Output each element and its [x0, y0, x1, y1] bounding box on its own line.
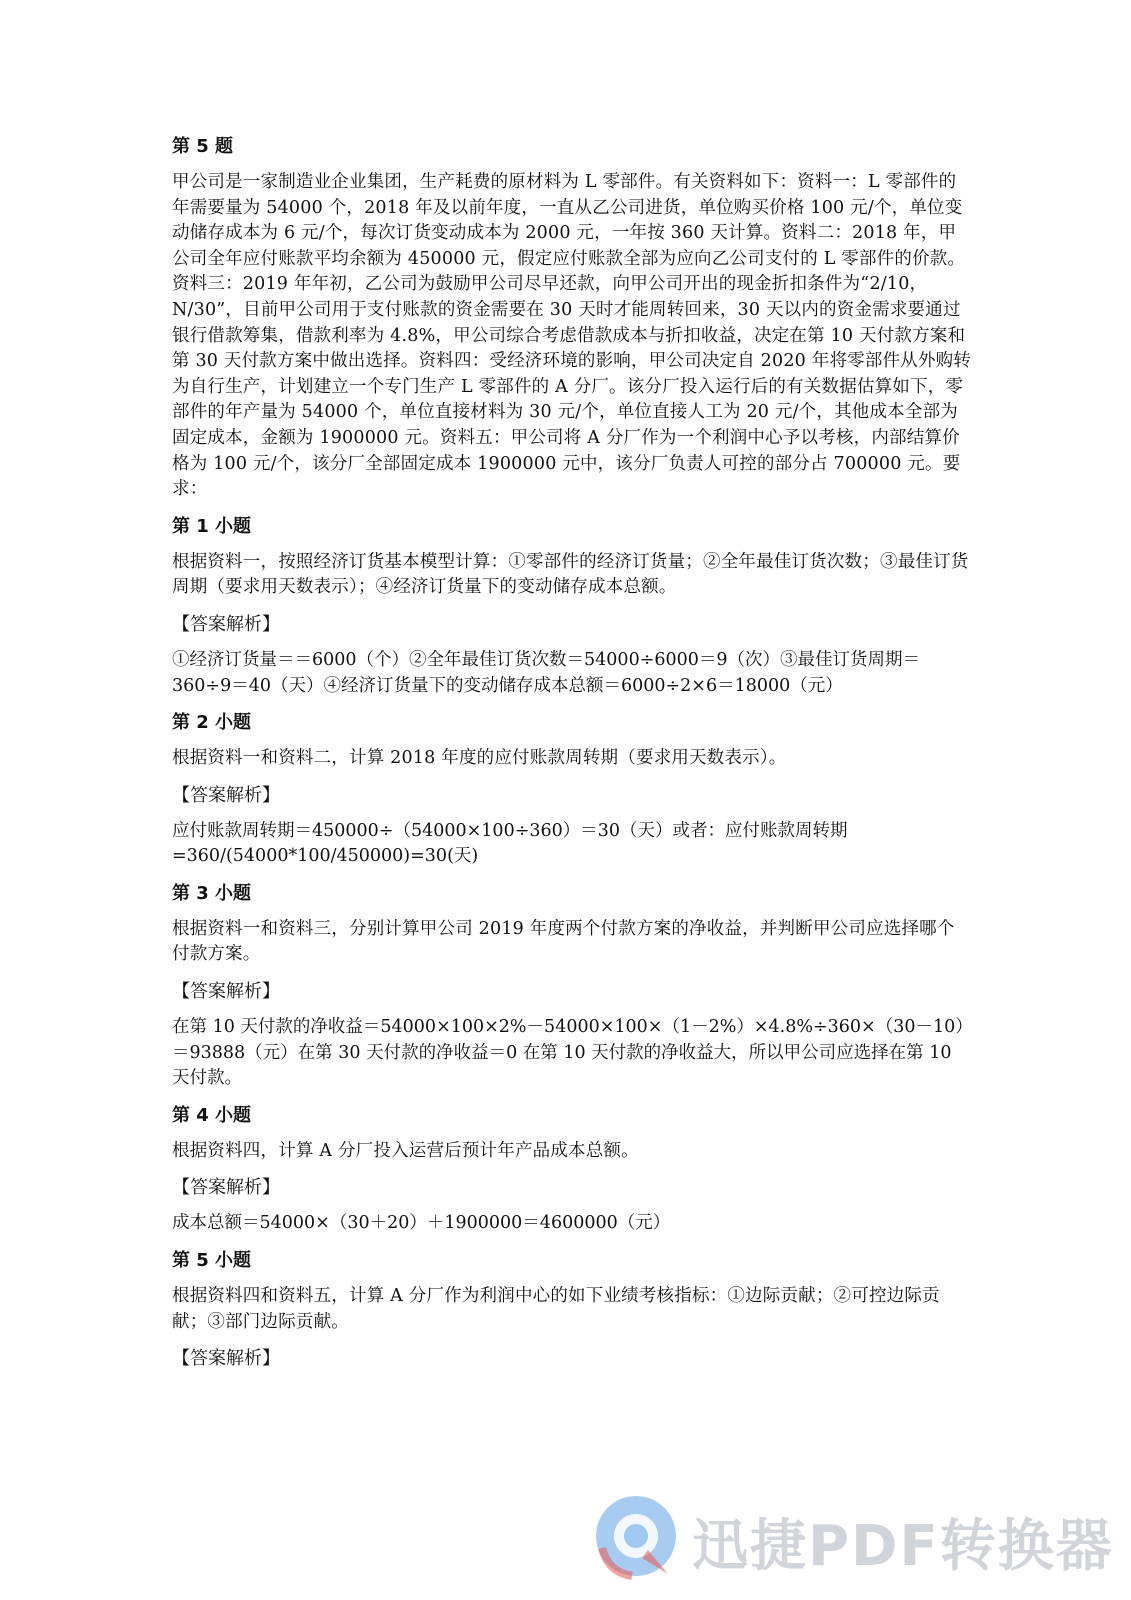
sub-question-title: 第 1 小题 [172, 515, 252, 537]
answer-label: 【答案解析】 [172, 613, 280, 635]
sub-question-title: 第 2 小题 [172, 712, 252, 734]
sub-question-title: 第 3 小题 [172, 882, 252, 904]
answer-text: 在第 10 天付款的净收益＝54000×100×2%－54000×100×（1－2%）×4.8%÷360×（30－10）＝93888（元）在第 30 天付款的净收益＝0 在第 10 天付款的净收益大，所以甲公司应选择在第 10 天付款。 [172, 1017, 964, 1089]
answer-label: 【答案解析】 [172, 1348, 280, 1370]
sub-question-prompt: 根据资料一和资料三，分别计算甲公司 2019 年度两个付款方案的净收益，并判断甲公司应选择哪个付款方案。 [172, 918, 955, 965]
question-title: 第 5 题 [172, 136, 234, 157]
answer-label: 【答案解析】 [172, 981, 280, 1003]
watermark-text: 迅捷PDF转换器 [692, 1514, 1114, 1579]
sub-question-title: 第 5 小题 [172, 1250, 252, 1272]
answer-text: ①经济订货量＝＝6000（个）②全年最佳订货次数＝54000÷6000＝9（次）③最佳订货周期＝360÷9＝40（天）④经济订货量下的变动储存成本总额＝6000÷2×6＝18000（元） [172, 649, 921, 696]
sub-question-prompt: 根据资料四，计算 A 分厂投入运营后预计年产品成本总额。 [172, 1140, 639, 1161]
sub-question-prompt: 根据资料一和资料二，计算 2018 年度的应付账款周转期（要求用天数表示）。 [172, 748, 787, 769]
sub-question-prompt: 根据资料四和资料五，计算 A 分厂作为利润中心的如下业绩考核指标：①边际贡献；②可控边际贡献；③部门边际贡献。 [172, 1286, 940, 1332]
answer-text: 应付账款周转期＝450000÷（54000×100÷360）＝30（天）或者：应付账款周转期 =360/(54000*100/450000)=30(天) [172, 820, 848, 867]
sub-question-title: 第 4 小题 [172, 1104, 252, 1126]
document-page [172, 134, 972, 1382]
question-body: 甲公司是一家制造业企业集团，生产耗费的原材料为 L 零部件。有关资料如下：资料一：L 零部件的年需要量为 54000 个，2018 年及以前年度，一直从乙公司进货，单位购买价格 100 元/个，单位变动储存成本为 6 元/个，每次订货变动成本为 2000 元，一年按 360 天计算。资料二：2018 年，甲公司全年应付账款平均余额为 450000 元，假定应付账款全部为应向乙公司支付的 L 零部件的价款。资料三：2019 年年初，乙公司为鼓励甲公司尽早还款，向甲公司开出的现金折扣条件为“2/10，N/30”，目前甲公司用于支付账款的资金需要在 30 天时才能周转回来，30 天以内的资金需求要通过银行借款筹集，借款利率为 4.8%，甲公司综合考虑借款成本与折扣收益，决定在第 10 天付款方案和第 30 天付款方案中做出选择。资料四：受经济环境的影响，甲公司决定自 2020 年将零部件从外购转为自行生产，计划建立一个专门生产 L 零部件的 A 分厂。该分厂投入运行后的有关数据估算如下，零部件的年产量为 54000 个，单位直接材料为 30 元/个，单位直接人工为 20 元/个，其他成本全部为固定成本，金额为 1900000 元。资料五：甲公司将 A 分厂作为一个利润中心予以考核，内部结算价格为 100 元/个，该分厂全部固定成本 1900000 元中，该分厂负责人可控的部分占 700000 元。要求： [172, 172, 972, 500]
answer-label: 【答案解析】 [172, 1177, 280, 1199]
sub-question-prompt: 根据资料一，按照经济订货基本模型计算：①零部件的经济订货量；②全年最佳订货次数；③最佳订货周期（要求用天数表示）；④经济订货量下的变动储存成本总额。 [172, 551, 969, 598]
answer-label: 【答案解析】 [172, 784, 280, 806]
answer-text: 成本总额＝54000×（30＋20）＋1900000＝4600000（元） [172, 1213, 671, 1234]
xunjie-logo-icon [588, 1488, 684, 1584]
watermark [588, 1488, 1114, 1584]
